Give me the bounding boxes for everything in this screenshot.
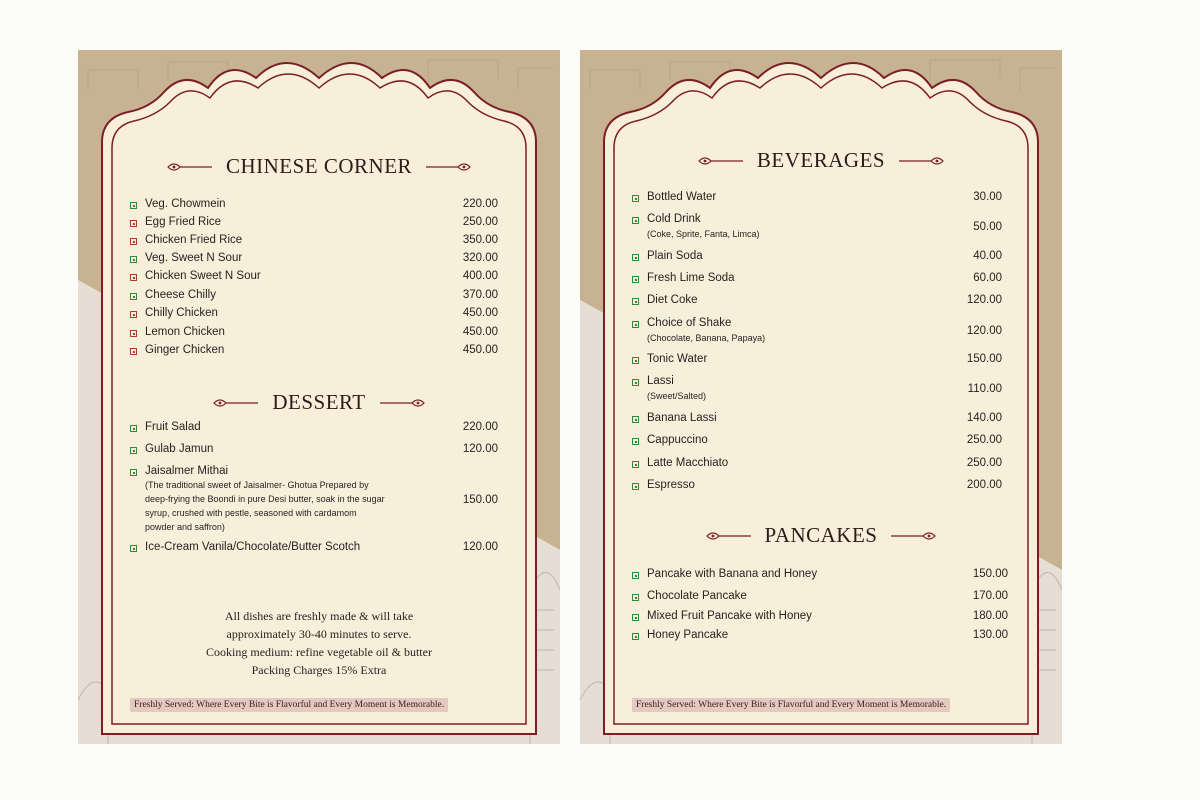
section-heading-pancakes <box>580 523 1062 548</box>
nonveg-marker-icon <box>130 274 137 281</box>
section-heading-dessert <box>78 390 560 415</box>
menu-item-price: 370.00 <box>462 289 498 301</box>
menu-item-name: Pancake with Banana and Honey <box>647 568 818 580</box>
veg-marker-icon <box>130 447 137 454</box>
heading-ornament-left-icon <box>212 396 260 410</box>
menu-item-name: Bottled Water <box>647 191 717 203</box>
veg-marker-icon <box>130 545 137 552</box>
heading-ornament-right-icon <box>378 396 426 410</box>
veg-marker-icon <box>632 572 639 579</box>
menu-item-name: Jaisalmer Mithai <box>145 465 229 477</box>
description-line: (Coke, Sprite, Fanta, Limca) <box>647 229 760 239</box>
service-note <box>138 607 500 679</box>
menu-item-price: 250.00 <box>966 434 1002 446</box>
heading-ornament-left-icon <box>705 529 753 543</box>
menu-item-name: Egg Fried Rice <box>145 216 222 228</box>
section-title-chinese: CHINESE CORNER <box>225 154 413 178</box>
menu-item-name: Banana Lassi <box>647 412 717 424</box>
section-heading-beverages <box>580 148 1062 173</box>
menu-item-description <box>647 331 765 345</box>
menu-item-price: 30.00 <box>973 191 1002 203</box>
menu-item-description <box>647 227 760 241</box>
heading-ornament-right-icon <box>897 154 945 168</box>
nonveg-marker-icon <box>130 311 137 318</box>
note-line: All dishes are freshly made & will take <box>224 609 414 623</box>
menu-item-price: 120.00 <box>462 541 498 553</box>
veg-marker-icon <box>632 461 639 468</box>
veg-marker-icon <box>632 483 639 490</box>
description-line: (Sweet/Salted) <box>647 391 707 401</box>
menu-item-price: 250.00 <box>966 457 1002 469</box>
veg-marker-icon <box>632 416 639 423</box>
section-title-pancakes: PANCAKES <box>764 523 878 547</box>
menu-item-name: Fruit Salad <box>145 421 201 433</box>
menu-item-price: 350.00 <box>462 234 498 246</box>
menu-item-price: 150.00 <box>462 494 498 506</box>
menu-item-price: 180.00 <box>972 610 1008 622</box>
menu-item-price: 320.00 <box>462 252 498 264</box>
heading-ornament-right-icon <box>424 160 472 174</box>
menu-item-price: 150.00 <box>966 353 1002 365</box>
veg-marker-icon <box>632 276 639 283</box>
note-line: Packing Charges 15% Extra <box>251 663 387 677</box>
veg-marker-icon <box>130 202 137 209</box>
veg-marker-icon <box>632 633 639 640</box>
menu-item-price: 120.00 <box>966 325 1002 337</box>
veg-marker-icon <box>632 254 639 261</box>
menu-item-price: 40.00 <box>973 250 1002 262</box>
menu-item-description <box>647 389 706 403</box>
menu-item-price: 170.00 <box>972 590 1008 602</box>
veg-marker-icon <box>632 379 639 386</box>
veg-marker-icon <box>130 256 137 263</box>
menu-item-price: 250.00 <box>462 216 498 228</box>
menu-item-name: Chicken Fried Rice <box>145 234 243 246</box>
tagline-banner: Freshly Served: Where Every Bite is Flavorful and Every Moment is Memorable. <box>130 698 448 712</box>
menu-item-name: Latte Macchiato <box>647 457 729 469</box>
description-line: powder and saffron) <box>145 522 225 532</box>
note-line: Cooking medium: refine vegetable oil & butter <box>206 645 432 659</box>
menu-item-price: 400.00 <box>462 270 498 282</box>
veg-marker-icon <box>632 321 639 328</box>
menu-item-price: 60.00 <box>973 272 1002 284</box>
nonveg-marker-icon <box>130 220 137 227</box>
veg-marker-icon <box>632 298 639 305</box>
nonveg-marker-icon <box>130 330 137 337</box>
menu-item-price: 450.00 <box>462 307 498 319</box>
veg-marker-icon <box>632 217 639 224</box>
veg-marker-icon <box>130 293 137 300</box>
veg-marker-icon <box>632 614 639 621</box>
veg-marker-icon <box>632 594 639 601</box>
menu-item-price: 130.00 <box>972 629 1008 641</box>
menu-item-description <box>145 478 385 534</box>
menu-item-price: 50.00 <box>973 221 1002 233</box>
menu-item-price: 450.00 <box>462 344 498 356</box>
heading-ornament-right-icon <box>889 529 937 543</box>
veg-marker-icon <box>632 357 639 364</box>
veg-marker-icon <box>130 469 137 476</box>
description-line: (Chocolate, Banana, Papaya) <box>647 333 766 343</box>
tagline-banner: Freshly Served: Where Every Bite is Flavorful and Every Moment is Memorable. <box>632 698 950 712</box>
menu-item-name: Lassi <box>647 375 674 387</box>
section-title-dessert: DESSERT <box>272 390 366 414</box>
menu-item-name: Espresso <box>647 479 695 491</box>
description-line: (The traditional sweet of Jaisalmer- Ghotua Prepared by <box>145 480 369 490</box>
menu-item-name: Veg. Chowmein <box>145 198 226 210</box>
section-heading-chinese <box>78 154 560 179</box>
menu-item-price: 450.00 <box>462 326 498 338</box>
menu-item-name: Mixed Fruit Pancake with Honey <box>647 610 812 622</box>
note-line: approximately 30-40 minutes to serve. <box>226 627 412 641</box>
menu-item-price: 120.00 <box>966 294 1002 306</box>
veg-marker-icon <box>130 425 137 432</box>
menu-item-name: Fresh Lime Soda <box>647 272 735 284</box>
menu-item-price: 120.00 <box>462 443 498 455</box>
menu-item-name: Honey Pancake <box>647 629 729 641</box>
menu-page-left <box>78 50 560 744</box>
heading-ornament-left-icon <box>166 160 214 174</box>
section-title-beverages: BEVERAGES <box>756 148 886 172</box>
menu-item-price: 200.00 <box>966 479 1002 491</box>
menu-item-name: Plain Soda <box>647 250 703 262</box>
menu-item-name: Chilly Chicken <box>145 307 218 319</box>
menu-item-price: 110.00 <box>967 383 1002 395</box>
menu-item-name: Choice of Shake <box>647 317 732 329</box>
menu-item-name: Cheese Chilly <box>145 289 216 301</box>
menu-item-name: Chicken Sweet N Sour <box>145 270 261 282</box>
menu-item-name: Veg. Sweet N Sour <box>145 252 243 264</box>
menu-item-price: 220.00 <box>462 198 498 210</box>
menu-item-price: 150.00 <box>972 568 1008 580</box>
heading-ornament-left-icon <box>697 154 745 168</box>
menu-item-name: Cappuccino <box>647 434 708 446</box>
menu-item-name: Diet Coke <box>647 294 698 306</box>
veg-marker-icon <box>632 438 639 445</box>
menu-item-name: Cold Drink <box>647 213 701 225</box>
description-line: deep-frying the Boondi in pure Desi butter, soak in the sugar <box>145 494 385 504</box>
menu-item-name: Ice-Cream Vanila/Chocolate/Butter Scotch <box>145 541 361 553</box>
menu-item-price: 140.00 <box>966 412 1002 424</box>
description-line: syrup, crushed with pestle, seasoned with cardamom <box>145 508 357 518</box>
nonveg-marker-icon <box>130 348 137 355</box>
veg-marker-icon <box>632 195 639 202</box>
menu-item-price: 220.00 <box>462 421 498 433</box>
menu-item-name: Chocolate Pancake <box>647 590 747 602</box>
menu-item-name: Gulab Jamun <box>145 443 214 455</box>
menu-item-name: Tonic Water <box>647 353 708 365</box>
nonveg-marker-icon <box>130 238 137 245</box>
menu-item-name: Ginger Chicken <box>145 344 225 356</box>
menu-item-name: Lemon Chicken <box>145 326 225 338</box>
menu-page-right <box>580 50 1062 744</box>
